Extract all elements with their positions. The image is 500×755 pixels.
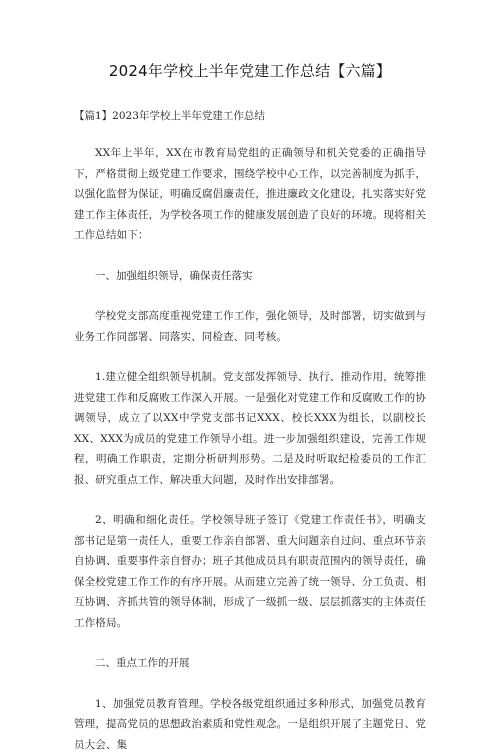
paragraph-mechanism: 1.建立健全组织领导机制。党支部发挥领导、执行、推动作用，统筹推进党建工作和反腐败工作深入开展。一是强化对党建工作和反腐败工作的协调领导，成立了以XX中学党支部书记XXX、校长XXX为组长，以副校长XX、XXX为成员的党建工作领导小组。进一步加强组织建设，完善工作规程，明确工作职责，定期分析研判形势。二是及时听取纪检委员的工作汇报、研究重点工作、解决重大问题，及时作出安排部署。	[74, 367, 426, 490]
document-title: 2024年学校上半年党建工作总结【六篇】	[74, 60, 426, 81]
paragraph-party-education: 1、加强党员教育管理。学校各级党组织通过多种形式，加强党员教育管理，提高党员的思想政治素质和党性观念。一是组织开展了主题党日、党员大会、集	[74, 694, 426, 755]
section-label: 【篇1】2023年学校上半年党建工作总结	[74, 108, 426, 125]
heading-organization: 一、加强组织领导，确保责任落实	[74, 266, 426, 287]
paragraph-leadership: 学校党支部高度重视党建工作工作，强化领导，及时部署，切实做到与业务工作同部署、同落实、同检查、同考核。	[74, 306, 426, 347]
paragraph-responsibility: 2、明确和细化责任。学校领导班子签订《党建工作责任书》，明确支部书记是第一责任人，重要工作亲自部署、重大问题亲自过问、重点环节亲自协调、重要事件亲自督办；班子其他成员具有职责范围内的领导责任，确保全校党建工作工作的有序开展。从而建立完善了统一领导、分工负责、相互协调、齐抓共管的领导体制，形成了一级抓一级、层层抓落实的主体责任工作格局。	[74, 510, 426, 633]
paragraph-intro: XX年上半年，XX在市教育局党组的正确领导和机关党委的正确指导下，严格贯彻上级党建工作要求，围绕学校中心工作，以完善制度为抓手，以强化监督为保证，明确反腐倡廉责任，推进廉政文化建设，扎实落实好党建工作主体责任，为学校各项工作的健康发展创造了良好的环境。现将相关工作总结如下：	[74, 143, 426, 246]
heading-key-work: 二、重点工作的开展	[74, 653, 426, 674]
